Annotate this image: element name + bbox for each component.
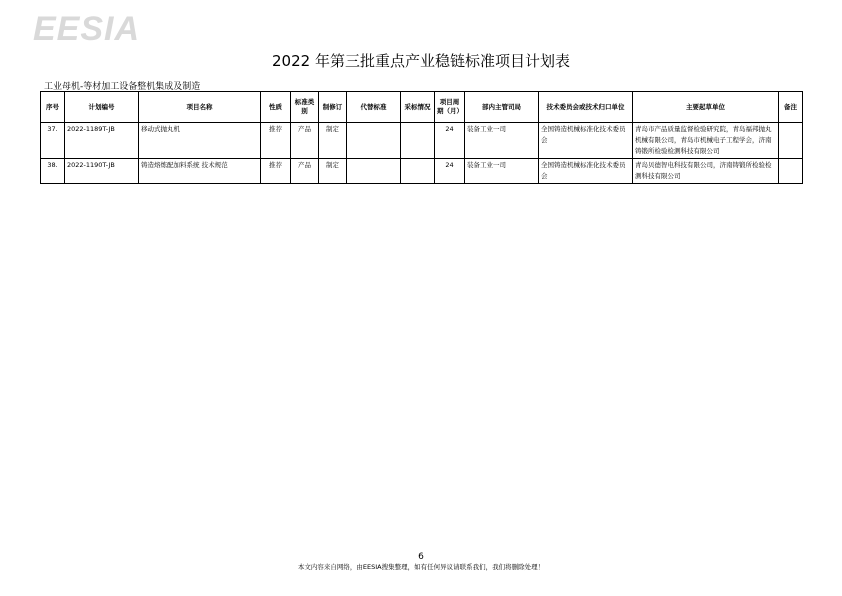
page-number: 6 <box>418 552 424 562</box>
drafting-units: 青岛贝德智电科技有限公司，济南铸锻所检验检测科技有限公司 <box>633 159 779 184</box>
plan-code: 2022-1189T-JB <box>65 123 139 159</box>
technical-committee: 全国铸造机械标准化技术委员会 <box>539 159 633 184</box>
revision-type: 制定 <box>319 123 347 159</box>
nature: 推荐 <box>261 159 291 184</box>
standards-plan-table <box>40 91 803 184</box>
section-heading: 工业母机-等材加工设备整机集成及制造 <box>44 82 201 92</box>
header-cell: 采标情况 <box>401 92 435 123</box>
project-name: 铸造熔炼配加料系统 技术规范 <box>139 159 261 184</box>
plan-code: 2022-1190T-JB <box>65 159 139 184</box>
header-cell: 主要起草单位 <box>633 92 779 123</box>
project-period: 24 <box>435 159 465 184</box>
table-header-row <box>41 92 803 123</box>
header-cell: 备注 <box>779 92 803 123</box>
revision-type: 制定 <box>319 159 347 184</box>
remarks <box>779 159 803 184</box>
header-cell: 制修订 <box>319 92 347 123</box>
header-cell: 计划编号 <box>65 92 139 123</box>
supervising-department: 装备工业一司 <box>465 159 539 184</box>
adoption-status <box>401 123 435 159</box>
header-cell: 代替标准 <box>347 92 401 123</box>
table-row <box>41 123 803 159</box>
supervising-department: 装备工业一司 <box>465 123 539 159</box>
row-number: 38. <box>41 159 65 184</box>
technical-committee: 全国铸造机械标准化技术委员会 <box>539 123 633 159</box>
replaced-standard <box>347 123 401 159</box>
header-cell: 序号 <box>41 92 65 123</box>
row-number: 37. <box>41 123 65 159</box>
replaced-standard <box>347 159 401 184</box>
header-cell: 技术委员会或技术归口单位 <box>539 92 633 123</box>
footer-disclaimer: 本文内容来自网络，由EESIA搜集整理，如有任何异议请联系我们，我们将删除处理！ <box>297 563 545 571</box>
document-title: 2022 年第三批重点产业稳链标准项目计划表 <box>272 52 570 70</box>
project-name: 移动式抛丸机 <box>139 123 261 159</box>
adoption-status <box>401 159 435 184</box>
header-cell: 性质 <box>261 92 291 123</box>
table-row <box>41 159 803 184</box>
header-cell: 标准类别 <box>291 92 319 123</box>
remarks <box>779 123 803 159</box>
header-cell: 部内主管司局 <box>465 92 539 123</box>
standard-category: 产品 <box>291 123 319 159</box>
project-period: 24 <box>435 123 465 159</box>
standard-category: 产品 <box>291 159 319 184</box>
drafting-units: 青岛市产品质量监督检验研究院，青岛福邦抛丸机械有限公司，青岛市机械电子工程学会，济南铸锻所检验检测科技有限公司 <box>633 123 779 159</box>
header-cell: 项目周期（月） <box>435 92 465 123</box>
eesia-logo: EESIA <box>33 10 141 48</box>
nature: 推荐 <box>261 123 291 159</box>
header-cell: 项目名称 <box>139 92 261 123</box>
